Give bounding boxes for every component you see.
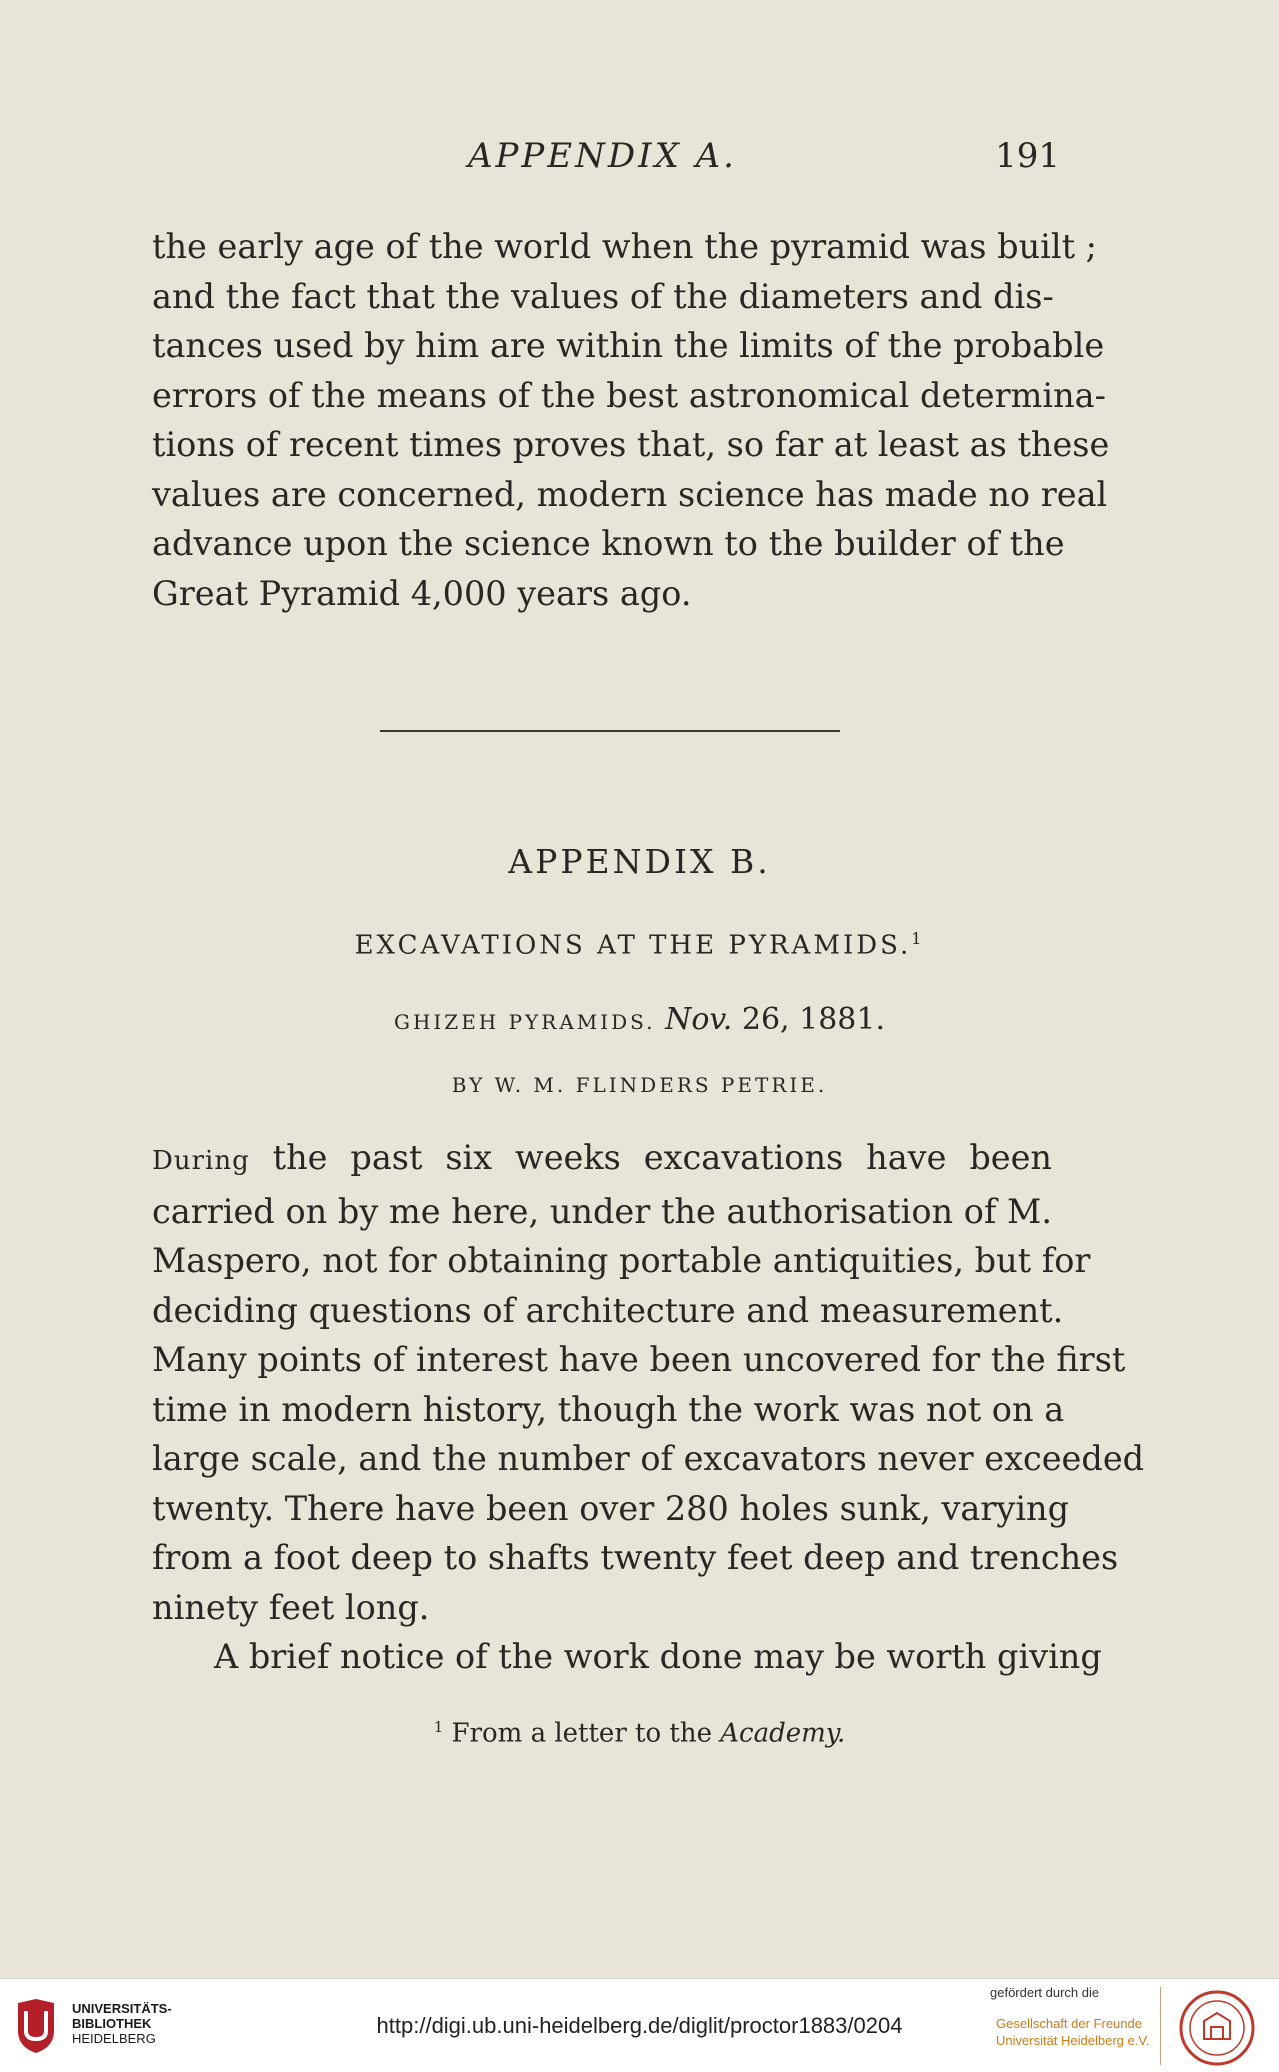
text-line: tions of recent times proves that, so far at least as these — [152, 425, 1110, 464]
text-line: errors of the means of the best astronomical determina- — [152, 375, 1106, 415]
text-line — [152, 1133, 1052, 1187]
running-head-title: APPENDIX A. — [468, 136, 737, 176]
lead-word: During — [152, 1146, 250, 1176]
footnote-number: 1 — [433, 1718, 444, 1736]
sponsor-divider — [1160, 1987, 1161, 2065]
byline: BY W. M. FLINDERS PETRIE. — [451, 1073, 828, 1097]
text-line: values are concerned, modern science has made no real — [152, 474, 1108, 514]
text-line: advance upon the science known to the builder of the — [152, 524, 1065, 563]
footnote-italic: Academy. — [720, 1718, 846, 1749]
appendix-a-paragraph — [152, 222, 1110, 618]
dateline — [0, 1002, 1279, 1037]
text-line: A brief notice of the work done may be worth giving — [214, 1637, 1102, 1676]
sponsor-line-1: Gesellschaft der Freunde — [996, 2016, 1142, 2031]
dateline-place: GHIZEH PYRAMIDS. — [393, 1010, 656, 1034]
dateline-month: Nov. — [665, 1002, 733, 1037]
subtitle-text: EXCAVATIONS AT THE PYRAMIDS. — [354, 930, 912, 961]
text-line: and the fact that the values of the diameters and dis- — [152, 276, 1054, 316]
appendix-b-paragraph — [152, 1133, 1145, 1682]
sponsor-line-2: Universität Heidelberg e.V. — [996, 2033, 1150, 2048]
dateline-day-year: 26, 1881. — [741, 1002, 886, 1037]
library-line-1: UNIVERSITÄTS- — [72, 2001, 172, 2016]
footnote-text: From a letter to the — [451, 1718, 721, 1749]
text-line: tances used by him are within the limits of the probable — [152, 326, 1105, 365]
footnote-marker: 1 — [911, 929, 925, 948]
first-line-rest: the past six weeks excavations have been — [249, 1138, 1052, 1177]
text-line: ninety feet long. — [152, 1587, 430, 1627]
sponsor-label: gefördert durch die — [990, 1985, 1100, 2000]
text-line: large scale, and the number of excavators never exceeded — [152, 1439, 1145, 1478]
viewer-footer — [0, 1978, 1279, 2072]
appendix-b-subtitle — [0, 929, 1279, 961]
appendix-b-heading: APPENDIX B. — [508, 842, 771, 881]
text-line: twenty. There have been over 280 holes sunk, varying — [152, 1488, 1070, 1528]
text-line: the early age of the world when the pyramid was built ; — [152, 227, 1097, 266]
section-divider-rule — [380, 730, 840, 732]
university-seal-icon — [1178, 1989, 1256, 2067]
text-line: carried on by me here, under the authorisation of M. — [152, 1191, 1052, 1231]
page-number: 191 — [995, 136, 1060, 176]
library-line-2: BIBLIOTHEK — [72, 2016, 152, 2031]
library-line-3: HEIDELBERG — [72, 2031, 156, 2046]
footnote — [0, 1718, 1279, 1749]
text-line: Many points of interest have been uncovered for the first — [152, 1340, 1126, 1379]
sponsor-name — [996, 2015, 1149, 2049]
text-line: Great Pyramid 4,000 years ago. — [152, 573, 692, 613]
permalink-url[interactable]: http://digi.ub.uni-heidelberg.de/diglit/proctor1883/0204 — [376, 2013, 903, 2038]
text-line: from a foot deep to shafts twenty feet deep and trenches — [152, 1538, 1119, 1577]
running-head — [150, 136, 1060, 180]
text-line: time in modern history, though the work was not on a — [152, 1389, 1065, 1429]
text-line: deciding questions of architecture and measurement. — [152, 1290, 1064, 1330]
text-line: Maspero, not for obtaining portable antiquities, but for — [152, 1241, 1091, 1280]
